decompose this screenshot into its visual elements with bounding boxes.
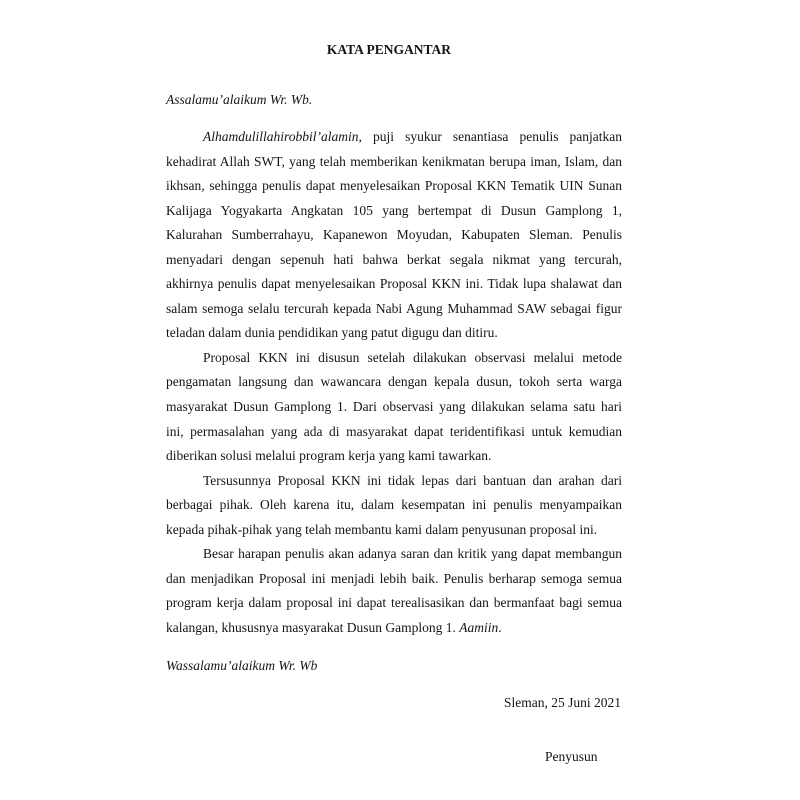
paragraph-line: masyarakat Dusun Gamplong 1. Dari observasi yang dilakukan selama satu hari: [166, 399, 622, 415]
paragraph-4: [166, 542, 622, 640]
document-title: KATA PENGANTAR: [326, 42, 452, 57]
paragraph-line: [166, 125, 622, 150]
paragraph-line: pengamatan langsung dan wawancara dengan kepala dusun, tokoh serta warga: [166, 374, 622, 390]
paragraph-line: teladan dalam dunia pendidikan yang patut digugu dan ditiru.: [166, 325, 498, 341]
paragraph-line: kehadirat Allah SWT, yang telah memberikan kenikmatan berupa iman, Islam, dan: [166, 153, 622, 169]
paragraph-line: berbagai pihak. Oleh karena itu, dalam kesempatan ini penulis menyampaikan: [166, 497, 622, 513]
paragraph-line: salam semoga selalu tercurah kepada Nabi Agung Muhammad SAW sebagai figur: [166, 300, 622, 316]
closing-greeting: Wassalamu’alaikum Wr. Wb: [166, 658, 318, 673]
paragraph-line: Kalijaga Yogyakarta Angkatan 105 yang bertempat di Dusun Gamplong 1,: [166, 202, 622, 218]
paragraph-line: ikhsan, sehingga penulis dapat menyelesaikan Proposal KKN Tematik UIN Sunan: [166, 178, 622, 194]
paragraph-line: Besar harapan penulis akan adanya saran dan kritik yang dapat membangun: [203, 546, 622, 562]
paragraph-line: menyadari dengan sepenuh hati bahwa berkat segala nikmat yang tercurah,: [166, 251, 622, 267]
place-and-date: Sleman, 25 Juni 2021: [504, 695, 621, 710]
paragraph-2: [166, 346, 622, 469]
line-text: kalangan, khususnya masyarakat Dusun Gamplong 1.: [166, 619, 456, 635]
opening-greeting: Assalamu’alaikum Wr. Wb.: [166, 92, 313, 107]
paragraph-line: ini, permasalahan yang ada di masyarakat dapat teridentifikasi untuk kemudian: [166, 423, 622, 439]
paragraph-line: diberikan solusi melalui program kerja yang kami tawarkan.: [166, 448, 492, 464]
paragraph-line: kepada pihak-pihak yang telah membantu kami dalam penyusunan proposal ini.: [166, 521, 598, 537]
signatory-label: Penyusun: [545, 749, 598, 764]
paragraph-line: [166, 616, 622, 641]
line-text: puji syukur senantiasa penulis panjatkan: [372, 129, 623, 144]
italic-phrase: Alhamdulillahirobbil’alamin,: [203, 129, 362, 144]
line-end-punctuation: .: [498, 619, 502, 635]
paragraph-line: akhirnya penulis dapat menyelesaikan Proposal KKN ini. Tidak lupa shalawat dan: [166, 276, 622, 292]
paragraph-3: [166, 469, 622, 543]
italic-phrase: Aamiin: [459, 619, 499, 635]
document-body: [166, 125, 622, 640]
paragraph-line: program kerja dalam proposal ini dapat terealisasikan dan bermanfaat bagi semua: [166, 595, 622, 611]
paragraph-line: Proposal KKN ini disusun setelah dilakukan observasi melalui metode: [203, 349, 622, 365]
paragraph-line: dan menjadikan Proposal ini menjadi lebih baik. Penulis berharap semoga semua: [166, 570, 622, 586]
paragraph-1: [166, 125, 622, 346]
paragraph-line: Tersusunnya Proposal KKN ini tidak lepas dari bantuan dan arahan dari: [203, 472, 622, 488]
paragraph-line: Kalurahan Sumberrahayu, Kapanewon Moyudan, Kabupaten Sleman. Penulis: [166, 227, 622, 243]
